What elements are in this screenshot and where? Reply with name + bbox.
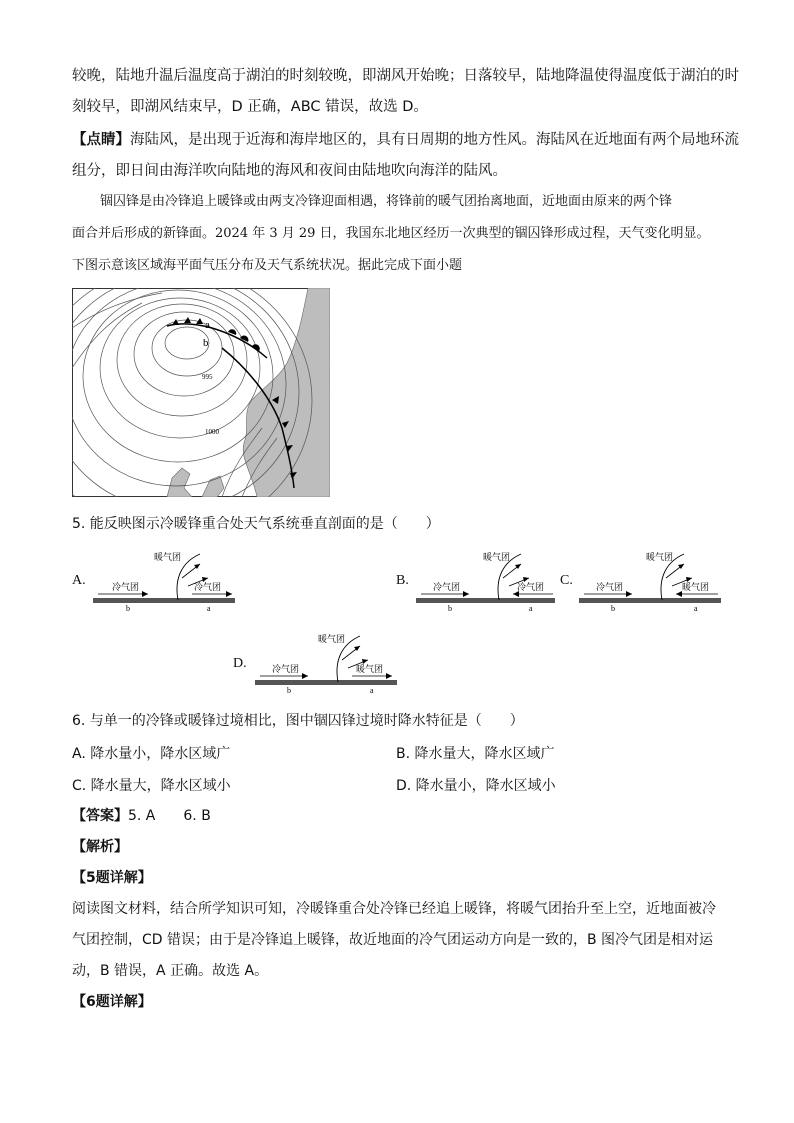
option-c-warm-right: 暖气团 bbox=[682, 583, 710, 593]
analysis-tag: 【解析】 bbox=[72, 839, 128, 855]
map-label-b: b bbox=[203, 337, 209, 349]
detail-5-line-3: 动，B 错误，A 正确。故选 A。 bbox=[72, 963, 269, 979]
option-a-diagram bbox=[90, 548, 240, 612]
option-b-warm: 暖气团 bbox=[483, 553, 511, 563]
option-c-warm: 暖气团 bbox=[646, 553, 674, 563]
option-a-cold-left: 冷气团 bbox=[112, 583, 140, 593]
dianjing-text: 海陆风，是出现于近海和海岸地区的，具有日周期的地方性风。海陆风在近地面有两个局地环流 bbox=[130, 132, 739, 148]
isobar-label-995: 995 bbox=[202, 373, 213, 381]
map-label-a: a bbox=[205, 319, 210, 331]
option-d-end-b: b bbox=[287, 686, 291, 694]
detail-5-line-1: 阅读图文材料，结合所学知识可知，冷暖锋重合处冷锋已经追上暖锋，将暖气团抬升至上空，近地面被冷 bbox=[72, 901, 716, 917]
option-d-label: D. bbox=[233, 656, 247, 671]
option-a-end-b: b bbox=[126, 604, 130, 612]
option-b-label: B. bbox=[396, 573, 409, 588]
detail-6-tag: 【6题详解】 bbox=[72, 994, 152, 1010]
dianjing-line bbox=[72, 130, 739, 150]
q6-option-b: B. 降水量大，降水区域广 bbox=[396, 746, 555, 762]
option-b-cold-right: 冷气团 bbox=[517, 583, 545, 593]
answer-tag: 【答案】 bbox=[72, 808, 128, 824]
option-b-diagram bbox=[413, 548, 558, 612]
q5-stem: 5. 能反映图示冷暖锋重合处天气系统垂直剖面的是（ ） bbox=[72, 516, 440, 532]
option-a-label: A. bbox=[72, 573, 86, 588]
option-c-end-b: b bbox=[611, 604, 615, 612]
option-c-diagram bbox=[576, 548, 724, 612]
option-d-warm: 暖气团 bbox=[318, 635, 346, 645]
material-line-3: 下图示意该区域海平面气压分布及天气系统状况。据此完成下面小题 bbox=[72, 258, 463, 273]
option-a-cold-right: 冷气团 bbox=[194, 583, 222, 593]
option-d-cold-left: 冷气团 bbox=[272, 665, 300, 675]
option-c-end-a: a bbox=[694, 604, 698, 612]
text-line-1: 较晚，陆地升温后温度高于湖泊的时刻较晚，即湖风开始晚；日落较早，陆地降温使得温度低于湖泊的时 bbox=[72, 68, 739, 84]
isobar-label-1000: 1000 bbox=[205, 428, 219, 436]
text-line-2: 刻较早，即湖风结束早，D 正确，ABC 错误，故选 D。 bbox=[72, 99, 428, 115]
answer-6: 6. B bbox=[183, 808, 211, 824]
option-a-end-a: a bbox=[207, 604, 211, 612]
option-b-cold-left: 冷气团 bbox=[433, 583, 461, 593]
answer-5: 5. A bbox=[128, 808, 156, 824]
material-line-1: 锢囚锋是由冷锋追上暖锋或由两支冷锋迎面相遇，将锋前的暖气团抬离地面，近地面由原来的两个锋 bbox=[100, 194, 673, 209]
detail-5-tag: 【5题详解】 bbox=[72, 870, 152, 886]
answer-line bbox=[72, 806, 211, 826]
q6-stem: 6. 与单一的冷锋或暖锋过境相比，图中锢囚锋过境时降水特征是（ ） bbox=[72, 713, 524, 729]
pressure-map bbox=[72, 288, 330, 497]
q6-option-c: C. 降水量大，降水区域小 bbox=[72, 778, 231, 794]
dianjing-tag: 【点睛】 bbox=[72, 132, 130, 148]
option-d-end-a: a bbox=[370, 686, 374, 694]
option-c-label: C. bbox=[560, 573, 573, 588]
option-b-end-a: a bbox=[529, 604, 533, 612]
option-b-end-b: b bbox=[448, 604, 452, 612]
option-c-cold-left: 冷气团 bbox=[596, 583, 624, 593]
q6-option-a: A. 降水量小，降水区域广 bbox=[72, 746, 231, 762]
material-line-2: 面合并后形成的新锋面。2024 年 3 月 29 日，我国东北地区经历一次典型的锢囚锋形成过程，天气变化明显。 bbox=[72, 226, 710, 241]
q6-option-d: D. 降水量小，降水区域小 bbox=[396, 778, 556, 794]
detail-5-line-2: 气团控制，CD 错误；由于是冷锋追上暖锋，故近地面的冷气团运动方向是一致的，B 图冷气团是相对运 bbox=[72, 932, 714, 948]
text-line-4: 组分，即日间由海洋吹向陆地的海风和夜间由陆地吹向海洋的陆风。 bbox=[72, 163, 507, 179]
option-d-diagram bbox=[252, 630, 400, 694]
option-d-warm-right: 暖气团 bbox=[356, 665, 384, 675]
option-a-warm: 暖气团 bbox=[154, 553, 182, 563]
